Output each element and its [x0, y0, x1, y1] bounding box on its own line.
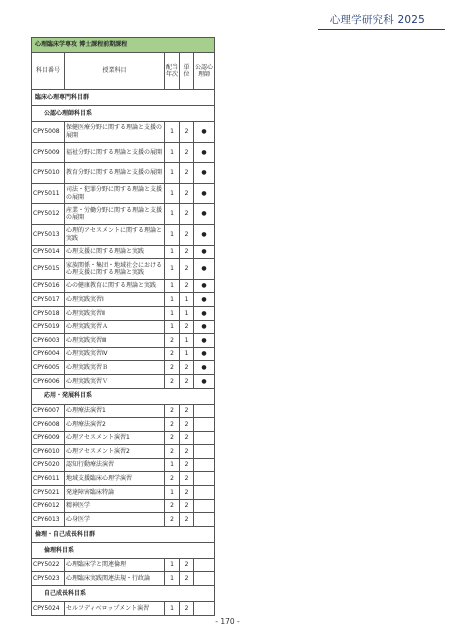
course-name: 教育分野に関する理論と支援の展開 [65, 163, 165, 184]
table-row [32, 122, 215, 143]
course-credits: 2 [180, 404, 194, 418]
course-credits: 2 [180, 245, 194, 259]
course-name: 地域支援臨床心理学演習 [65, 472, 165, 486]
course-credits: 1 [180, 306, 194, 320]
course-code: CPY5022 [32, 558, 65, 572]
course-code: CPY5012 [32, 204, 65, 225]
course-code: CPY5015 [32, 259, 65, 280]
course-year: 1 [165, 245, 180, 259]
course-credits: 2 [180, 183, 194, 204]
category-subgroup-label: 公認心理師科目系 [32, 106, 215, 122]
license-mark [194, 572, 215, 586]
table-row [32, 163, 215, 184]
table-row [32, 499, 215, 513]
course-name: 発達障害臨床特論 [65, 486, 165, 500]
license-mark [194, 499, 215, 513]
course-credits: 2 [180, 361, 194, 375]
license-mark [194, 431, 215, 445]
course-code: CPY6013 [32, 513, 65, 527]
license-mark: ● [194, 320, 215, 334]
course-year: 2 [165, 472, 180, 486]
course-code: CPY5011 [32, 183, 65, 204]
license-mark: ● [194, 183, 215, 204]
license-mark [194, 486, 215, 500]
course-code: CPY5023 [32, 572, 65, 586]
table-row [32, 602, 215, 616]
course-year: 1 [165, 122, 180, 143]
course-year: 1 [165, 558, 180, 572]
category-subgroup-row [32, 586, 215, 602]
course-name: 心理実践実習Ⅱ [65, 306, 165, 320]
table-row [32, 513, 215, 527]
course-year: 1 [165, 602, 180, 616]
course-code: CPY6004 [32, 347, 65, 361]
table-row [32, 293, 215, 307]
course-code: CPY6003 [32, 334, 65, 348]
course-name: 心理実践実習Ａ [65, 320, 165, 334]
license-mark [194, 445, 215, 459]
table-row [32, 224, 215, 245]
table-row [32, 142, 215, 163]
course-credits: 2 [180, 279, 194, 293]
course-year: 2 [165, 513, 180, 527]
course-year: 1 [165, 320, 180, 334]
license-mark: ● [194, 245, 215, 259]
col-header-year: 配当年次 [165, 53, 180, 90]
category-group-row [32, 526, 215, 542]
course-credits: 1 [180, 293, 194, 307]
table-row [32, 558, 215, 572]
course-name: 心理実践実習Ｂ [65, 361, 165, 375]
table-row [32, 458, 215, 472]
course-name: 心理療法演習2 [65, 418, 165, 432]
license-mark: ● [194, 224, 215, 245]
table-row [32, 204, 215, 225]
course-name: 心理療法演習1 [65, 404, 165, 418]
course-name: 心理臨床学と関連倫理 [65, 558, 165, 572]
table-row [32, 334, 215, 348]
header-divider [318, 29, 445, 30]
table-row [32, 486, 215, 500]
course-code: CPY5019 [32, 320, 65, 334]
course-credits: 1 [180, 334, 194, 348]
table-row [32, 445, 215, 459]
course-name: 精神医学 [65, 499, 165, 513]
table-row [32, 306, 215, 320]
course-name: 心理実践実習Ⅲ [65, 334, 165, 348]
course-code: CPY5009 [32, 142, 65, 163]
course-name: 心理臨床実践関連法規・行政論 [65, 572, 165, 586]
course-code: CPY6012 [32, 499, 65, 513]
table-row [32, 374, 215, 388]
course-name: 心理アセスメント演習2 [65, 445, 165, 459]
course-code: CPY5017 [32, 293, 65, 307]
course-year: 1 [165, 293, 180, 307]
course-code: CPY6007 [32, 404, 65, 418]
course-code: CPY6011 [32, 472, 65, 486]
course-name: 心身医学 [65, 513, 165, 527]
course-code: CPY6009 [32, 431, 65, 445]
course-credits: 2 [180, 259, 194, 280]
course-code: CPY5010 [32, 163, 65, 184]
course-credits: 2 [180, 445, 194, 459]
course-code: CPY5018 [32, 306, 65, 320]
course-name: 産業・労働分野に関する理論と支援の展開 [65, 204, 165, 225]
course-credits: 2 [180, 320, 194, 334]
course-credits: 2 [180, 204, 194, 225]
course-year: 1 [165, 163, 180, 184]
course-name: セルフディベロップメント演習 [65, 602, 165, 616]
category-subgroup-row [32, 388, 215, 404]
course-name: 心理実践実習Ⅰ [65, 293, 165, 307]
course-code: CPY6005 [32, 361, 65, 375]
course-code: CPY6010 [32, 445, 65, 459]
license-mark: ● [194, 347, 215, 361]
course-name: 心理支援に関する理論と実践 [65, 245, 165, 259]
license-mark: ● [194, 142, 215, 163]
col-header-license: 公認心理師 [194, 53, 215, 90]
license-mark: ● [194, 204, 215, 225]
table-row [32, 279, 215, 293]
course-year: 1 [165, 486, 180, 500]
course-credits: 2 [180, 142, 194, 163]
table-row [32, 472, 215, 486]
course-name: 認知行動療法演習 [65, 458, 165, 472]
license-mark [194, 458, 215, 472]
table-row [32, 572, 215, 586]
course-credits: 2 [180, 458, 194, 472]
license-mark: ● [194, 279, 215, 293]
course-credits: 2 [180, 418, 194, 432]
category-group-row [32, 90, 215, 106]
course-credits: 2 [180, 163, 194, 184]
document-header-title: 心理学研究科 2025 [329, 14, 425, 26]
category-group-label: 臨床心理専門科目群 [32, 90, 215, 106]
category-subgroup-label: 応用・発展科目系 [32, 388, 215, 404]
course-year: 2 [165, 361, 180, 375]
course-credits: 2 [180, 602, 194, 616]
course-name: 心理実践実習Ⅳ [65, 347, 165, 361]
license-mark [194, 418, 215, 432]
table-row [32, 320, 215, 334]
course-credits: 1 [180, 347, 194, 361]
col-header-code: 科目番号 [32, 53, 65, 90]
course-credits: 2 [180, 513, 194, 527]
course-name: 心理的アセスメントに関する理論と実践 [65, 224, 165, 245]
course-credits: 2 [180, 572, 194, 586]
license-mark: ● [194, 374, 215, 388]
course-year: 2 [165, 374, 180, 388]
course-year: 2 [165, 347, 180, 361]
license-mark: ● [194, 122, 215, 143]
course-year: 2 [165, 418, 180, 432]
page-number: - 170 - [215, 617, 240, 626]
course-name: 司法・犯罪分野に関する理論と支援の展開 [65, 183, 165, 204]
category-subgroup-row [32, 106, 215, 122]
course-year: 1 [165, 224, 180, 245]
course-year: 2 [165, 445, 180, 459]
course-year: 2 [165, 334, 180, 348]
table-row [32, 347, 215, 361]
category-subgroup-label: 自己成長科目系 [32, 586, 215, 602]
category-subgroup-row [32, 542, 215, 558]
course-credits: 2 [180, 472, 194, 486]
table-row [32, 418, 215, 432]
license-mark [194, 472, 215, 486]
course-year: 1 [165, 204, 180, 225]
course-name: 心理アセスメント演習1 [65, 431, 165, 445]
course-credits: 2 [180, 499, 194, 513]
col-header-subject: 授業科目 [65, 53, 165, 90]
course-table [31, 37, 215, 616]
license-mark [194, 513, 215, 527]
table-row [32, 404, 215, 418]
license-mark [194, 602, 215, 616]
license-mark: ● [194, 293, 215, 307]
course-name: 家族関係・集団・地域社会における心理支援に関する理論と実践 [65, 259, 165, 280]
table-row [32, 245, 215, 259]
table-row [32, 431, 215, 445]
course-year: 1 [165, 458, 180, 472]
course-name: 心の健康教育に関する理論と実践 [65, 279, 165, 293]
license-mark: ● [194, 334, 215, 348]
col-header-credits: 単位 [180, 53, 194, 90]
license-mark: ● [194, 306, 215, 320]
course-code: CPY5024 [32, 602, 65, 616]
course-credits: 2 [180, 224, 194, 245]
course-name: 心理実践実習Ｖ [65, 374, 165, 388]
course-year: 1 [165, 279, 180, 293]
course-code: CPY5016 [32, 279, 65, 293]
table-title: 心理臨床学専攻 博士課程前期課程 [32, 38, 215, 53]
course-year: 1 [165, 306, 180, 320]
course-code: CPY6006 [32, 374, 65, 388]
license-mark: ● [194, 361, 215, 375]
course-year: 2 [165, 404, 180, 418]
category-group-label: 倫理・自己成長科目群 [32, 526, 215, 542]
course-year: 2 [165, 431, 180, 445]
category-subgroup-label: 倫理科目系 [32, 542, 215, 558]
course-code: CPY5020 [32, 458, 65, 472]
license-mark: ● [194, 163, 215, 184]
course-code: CPY5013 [32, 224, 65, 245]
table-row [32, 183, 215, 204]
course-year: 1 [165, 572, 180, 586]
license-mark: ● [194, 259, 215, 280]
course-credits: 2 [180, 486, 194, 500]
course-credits: 2 [180, 374, 194, 388]
license-mark [194, 404, 215, 418]
license-mark [194, 558, 215, 572]
course-code: CPY5008 [32, 122, 65, 143]
course-code: CPY6008 [32, 418, 65, 432]
table-row [32, 361, 215, 375]
course-code: CPY5021 [32, 486, 65, 500]
table-row [32, 259, 215, 280]
course-year: 1 [165, 183, 180, 204]
course-credits: 2 [180, 431, 194, 445]
course-year: 2 [165, 499, 180, 513]
course-code: CPY5014 [32, 245, 65, 259]
course-credits: 2 [180, 122, 194, 143]
course-name: 保健医療分野に関する理論と支援の展開 [65, 122, 165, 143]
course-name: 福祉分野に関する理論と支援の展開 [65, 142, 165, 163]
course-year: 1 [165, 259, 180, 280]
course-credits: 2 [180, 558, 194, 572]
course-year: 1 [165, 142, 180, 163]
